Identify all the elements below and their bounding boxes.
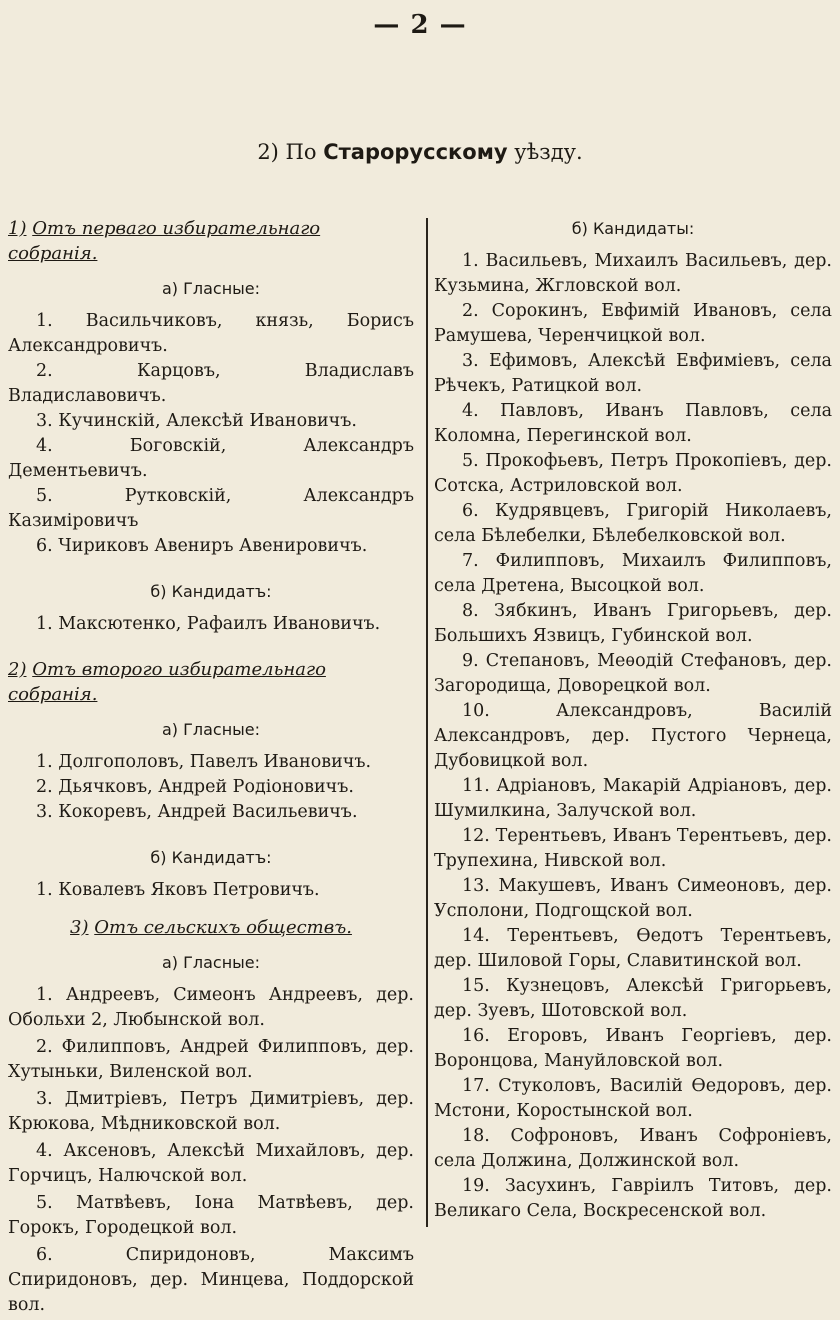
list-item: 16. Егоровъ, Иванъ Георгіевъ, дер. Воронцова, Мануйловской вол. bbox=[434, 1026, 832, 1071]
column-divider bbox=[426, 218, 428, 1227]
list-item: 18. Софроновъ, Иванъ Софроніевъ, села Должина, Должинской вол. bbox=[434, 1126, 832, 1171]
assembly-heading-1 bbox=[8, 216, 414, 266]
assembly-number: 1) bbox=[8, 218, 27, 239]
section-title-prefix: 2) По bbox=[257, 140, 324, 164]
list-item: 4. Боговскій, Александръ Дементьевичъ. bbox=[8, 436, 414, 481]
subheading-glasnye: а) Гласные: bbox=[161, 720, 261, 739]
assembly-title: Отъ сельскихъ обществъ. bbox=[94, 917, 352, 938]
list-item: 14. Терентьевъ, Ѳедотъ Терентьевъ, дер. Шиловой Горы, Славитинской вол. bbox=[434, 926, 832, 971]
list-item: 3. Кокоревъ, Андрей Васильевичъ. bbox=[36, 802, 358, 822]
list-item: 6. Кудрявцевъ, Григорій Николаевъ, села Бѣлебелки, Бѣлебелковской вол. bbox=[434, 501, 832, 546]
list-item: 1. Васильчиковъ, князь, Борисъ Александровичъ. bbox=[8, 311, 414, 356]
list-item: 10. Александровъ, Василій Александровъ, дер. Пустого Чернеца, Дубовицкой вол. bbox=[434, 701, 832, 771]
subheading-kandidaty: б) Кандидаты: bbox=[571, 219, 695, 238]
list-item: 1. Максютенко, Рафаилъ Ивановичъ. bbox=[36, 614, 381, 634]
list-item: 13. Макушевъ, Иванъ Симеоновъ, дер. Усполони, Подгощской вол. bbox=[434, 876, 832, 921]
list-item: 8. Зябкинъ, Иванъ Григорьевъ, дер. Большихъ Язвицъ, Губинской вол. bbox=[434, 601, 832, 646]
list-item: 2. Филипповъ, Андрей Филипповъ, дер. Хутыньки, Виленской вол. bbox=[8, 1037, 414, 1082]
list-item: 4. Павловъ, Иванъ Павловъ, села Коломна, Перегинской вол. bbox=[434, 401, 832, 446]
list-item: 4. Аксеновъ, Алексѣй Михайловъ, дер. Горчицъ, Налючской вол. bbox=[8, 1141, 414, 1186]
right-column bbox=[434, 210, 832, 1224]
list-item: 5. Рутковскій, Александръ Казиміровичъ bbox=[8, 486, 414, 531]
left-column bbox=[8, 210, 414, 1320]
section-title bbox=[0, 140, 840, 164]
assembly-heading-2 bbox=[8, 657, 414, 707]
list-item: 7. Филипповъ, Михаилъ Филипповъ, села Дретена, Высоцкой вол. bbox=[434, 551, 832, 596]
list-item: 1. Васильевъ, Михаилъ Васильевъ, дер. Кузьмина, Жгловской вол. bbox=[434, 251, 832, 296]
list-item: 11. Адріановъ, Макарій Адріановъ, дер. Шумилкина, Залучской вол. bbox=[434, 776, 832, 821]
list-item: 5. Матвѣевъ, Іона Матвѣевъ, дер. Горокъ, Городецкой вол. bbox=[8, 1193, 414, 1238]
subheading-glasnye: а) Гласные: bbox=[161, 279, 261, 298]
list-item: 1. Долгополовъ, Павелъ Ивановичъ. bbox=[36, 752, 372, 772]
section-title-suffix: уѣзду. bbox=[507, 140, 583, 164]
list-item: 1. Андреевъ, Симеонъ Андреевъ, дер. Обольхи 2, Любынской вол. bbox=[8, 985, 414, 1030]
list-item: 2. Сорокинъ, Евфимій Ивановъ, села Рамушева, Черенчицкой вол. bbox=[434, 301, 832, 346]
subheading-kandidat: б) Кандидатъ: bbox=[150, 848, 272, 867]
list-item: 5. Прокофьевъ, Петръ Прокопіевъ, дер. Сотска, Астриловской вол. bbox=[434, 451, 832, 496]
list-item: 9. Степановъ, Меѳодій Стефановъ, дер. Загородища, Доворецкой вол. bbox=[434, 651, 832, 696]
list-item: 6. Чириковъ Авениръ Авенировичъ. bbox=[36, 536, 368, 556]
assembly-title: Отъ второго избирательнаго собранія. bbox=[8, 659, 326, 705]
list-item: 17. Стуколовъ, Василій Ѳедоровъ, дер. Мстони, Коростынской вол. bbox=[434, 1076, 832, 1121]
list-item: 2. Карцовъ, Владиславъ Владиславовичъ. bbox=[8, 361, 414, 406]
list-item: 19. Засухинъ, Гавріилъ Титовъ, дер. Великаго Села, Воскресенской вол. bbox=[434, 1176, 832, 1221]
list-item: 3. Ефимовъ, Алексѣй Евфиміевъ, села Рѣчекъ, Ратицкой вол. bbox=[434, 351, 832, 396]
list-item: 15. Кузнецовъ, Алексѣй Григорьевъ, дер. Зуевъ, Шотовской вол. bbox=[434, 976, 832, 1021]
list-item: 12. Терентьевъ, Иванъ Терентьевъ, дер. Трупехина, Нивской вол. bbox=[434, 826, 832, 871]
list-item: 3. Дмитріевъ, Петръ Димитріевъ, дер. Крюкова, Мѣдниковской вол. bbox=[8, 1089, 414, 1134]
list-item: 1. Ковалевъ Яковъ Петровичъ. bbox=[36, 880, 320, 900]
list-item: 3. Кучинскій, Алексѣй Ивановичъ. bbox=[36, 411, 357, 431]
section-title-name: Старорусскому bbox=[323, 140, 508, 164]
assembly-number: 3) bbox=[70, 917, 89, 938]
subheading-kandidat: б) Кандидатъ: bbox=[150, 582, 272, 601]
assembly-number: 2) bbox=[8, 659, 27, 680]
assembly-heading-3 bbox=[8, 915, 414, 940]
page-number: — 2 — bbox=[373, 10, 467, 40]
list-item: 6. Спиридоновъ, Максимъ Спиридоновъ, дер. Минцева, Поддорской вол. bbox=[8, 1245, 414, 1315]
assembly-title: Отъ перваго избирательнаго собранія. bbox=[8, 218, 321, 264]
subheading-glasnye: а) Гласные: bbox=[161, 953, 261, 972]
list-item: 2. Дьячковъ, Андрей Родіоновичъ. bbox=[36, 777, 354, 797]
